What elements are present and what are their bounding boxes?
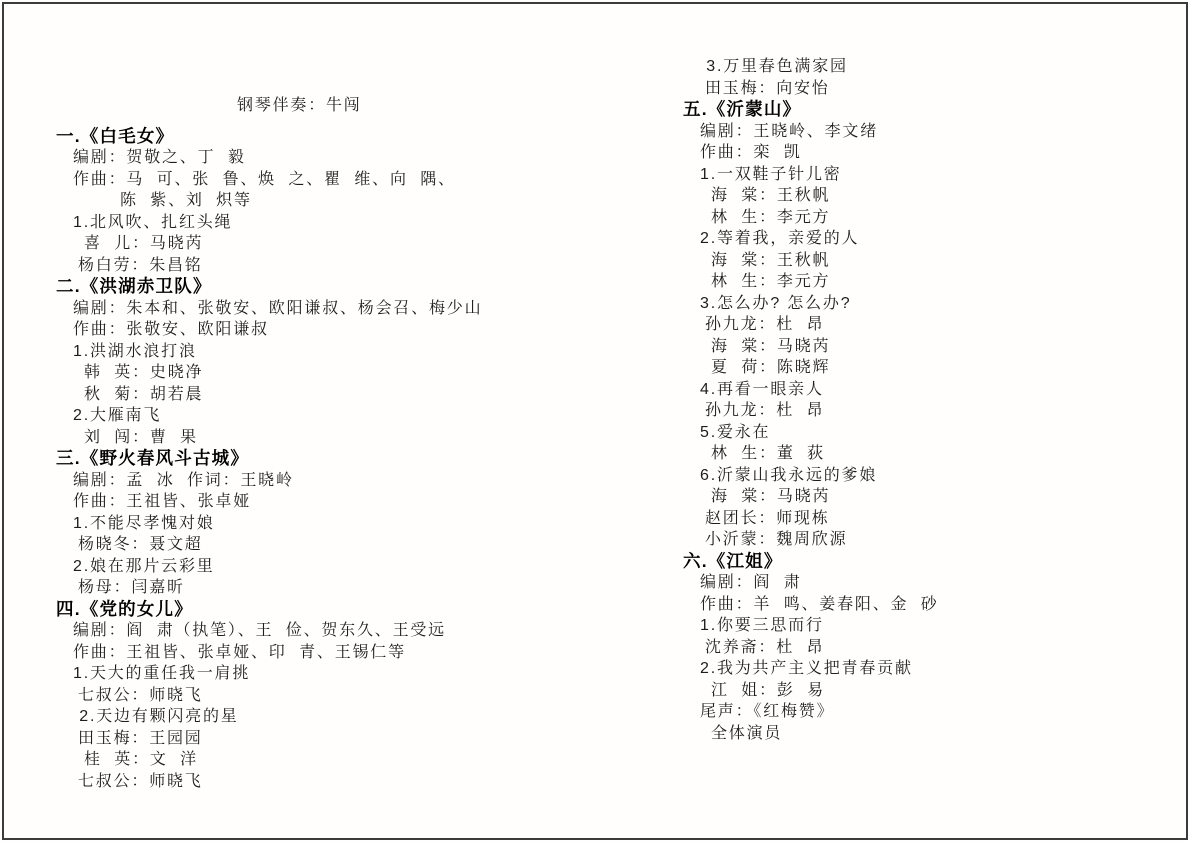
- page-header-note: 钢琴伴奏：牛闯: [237, 97, 362, 114]
- song-title-line: 3.万里春色满家园: [700, 58, 848, 75]
- program-column-right: [683, 56, 1153, 744]
- song-title-line: 3.怎么办? 怎么办?: [700, 294, 852, 312]
- credits-line: 编剧：孟 冰 作词：王晓岭: [73, 471, 294, 489]
- song-title-line: 6.沂蒙山我永远的爹娘: [700, 466, 878, 484]
- song-title-line: 2.娘在那片云彩里: [73, 557, 215, 575]
- role-cast-line: 秋 菊：胡若晨: [84, 385, 204, 403]
- credits-line: 编剧：王晓岭、李文绪: [700, 122, 879, 140]
- credits-line: 作曲：马 可、张 鲁、焕 之、瞿 维、向 隅、: [73, 170, 456, 188]
- credits-line: 作曲：栾 凯: [700, 144, 802, 161]
- role-cast-line: 沈养斋：杜 昂: [705, 638, 825, 656]
- role-cast-line: 赵团长：师现栋: [705, 509, 830, 527]
- role-cast-line: 孙九龙：杜 昂: [705, 402, 825, 419]
- song-title-line: 1.北风吹、扎红头绳: [73, 213, 233, 231]
- role-cast-line: 夏 荷：陈晓辉: [711, 359, 831, 376]
- role-cast-line: 桂 英：文 洋: [84, 751, 198, 768]
- role-cast-line: 杨晓冬：聂文超: [78, 536, 203, 553]
- song-title-line: 2.大雁南飞: [73, 407, 162, 424]
- section-heading: 六.《江姐》: [683, 550, 783, 571]
- role-cast-line: 海 棠：王秋帆: [711, 187, 831, 204]
- credits-line: 尾声：《红梅赞》: [700, 703, 835, 720]
- section-heading: 一.《白毛女》: [56, 125, 175, 146]
- role-cast-line: 刘 闯：曹 果: [84, 428, 198, 446]
- credits-line: 编剧：朱本和、张敬安、欧阳谦叔、杨会召、梅少山: [73, 299, 483, 317]
- role-cast-line: 田玉梅：向安怡: [705, 79, 830, 97]
- song-title-line: 1.一双鞋子针儿密: [700, 165, 842, 183]
- role-cast-line: 田玉梅：王园园: [78, 729, 203, 747]
- song-title-line: 4.再看一眼亲人: [700, 380, 824, 398]
- role-cast-line: 林 生：董 荻: [711, 445, 825, 462]
- credits-line: 编剧：阎 肃（执笔）、王 俭、贺东久、王受远: [73, 622, 446, 639]
- song-title-line: 5.爱永在: [700, 423, 771, 441]
- role-cast-line: 海 棠：马晓芮: [711, 488, 831, 505]
- credits-line: 编剧：贺敬之、丁 毅: [73, 149, 246, 166]
- song-title-line: 1.天大的重任我一肩挑: [73, 665, 251, 682]
- role-cast-line: 林 生：李元方: [711, 273, 831, 290]
- role-cast-line: 海 棠：马晓芮: [711, 337, 831, 355]
- section-heading: 四.《党的女儿》: [56, 598, 193, 619]
- section-heading: 三.《野火春风斗古城》: [56, 448, 250, 468]
- role-cast-line: 孙九龙：杜 昂: [705, 316, 825, 333]
- program-column-left: [56, 95, 676, 792]
- song-title-line: 2.我为共产主义把青春贡献: [700, 660, 913, 677]
- credits-line: 作曲：王祖皆、张卓娅: [73, 493, 252, 510]
- credits-line: 编剧：阎 肃: [700, 574, 802, 591]
- role-cast-line: 喜 儿：马晓芮: [84, 235, 204, 252]
- role-cast-line: 江 姐：彭 易: [711, 681, 825, 699]
- role-cast-line: 小沂蒙：魏周欣源: [705, 531, 848, 548]
- role-cast-line: 杨母：闫嘉昕: [78, 579, 185, 596]
- song-title-line: 1.不能尽孝愧对娘: [73, 514, 215, 532]
- section-heading: 二.《洪湖赤卫队》: [56, 276, 212, 296]
- song-title-line: 1.洪湖水浪打浪: [73, 342, 197, 360]
- role-cast-line: 杨白劳：朱昌铭: [78, 256, 203, 274]
- song-title-line: 2.天边有颗闪亮的星: [73, 708, 239, 725]
- role-cast-line: 全体演员: [711, 724, 783, 742]
- credits-line: 作曲：张敬安、欧阳谦叔: [73, 321, 269, 338]
- credits-continuation-line: 陈 紫、刘 炽等: [120, 192, 252, 209]
- role-cast-line: 韩 英：史晓净: [84, 364, 204, 381]
- song-title-line: 2.等着我，亲爱的人: [700, 230, 860, 247]
- credits-line: 作曲：王祖皆、张卓娅、印 青、王锡仁等: [73, 643, 406, 661]
- role-cast-line: 林 生：李元方: [711, 208, 831, 226]
- role-cast-line: 七叔公：师晓飞: [78, 772, 203, 790]
- credits-line: 作曲：羊 鸣、姜春阳、金 砂: [700, 595, 939, 613]
- role-cast-line: 七叔公：师晓飞: [78, 686, 203, 704]
- role-cast-line: 海 棠：王秋帆: [711, 251, 831, 269]
- section-heading: 五.《沂蒙山》: [683, 99, 802, 119]
- song-title-line: 1.你要三思而行: [700, 617, 824, 634]
